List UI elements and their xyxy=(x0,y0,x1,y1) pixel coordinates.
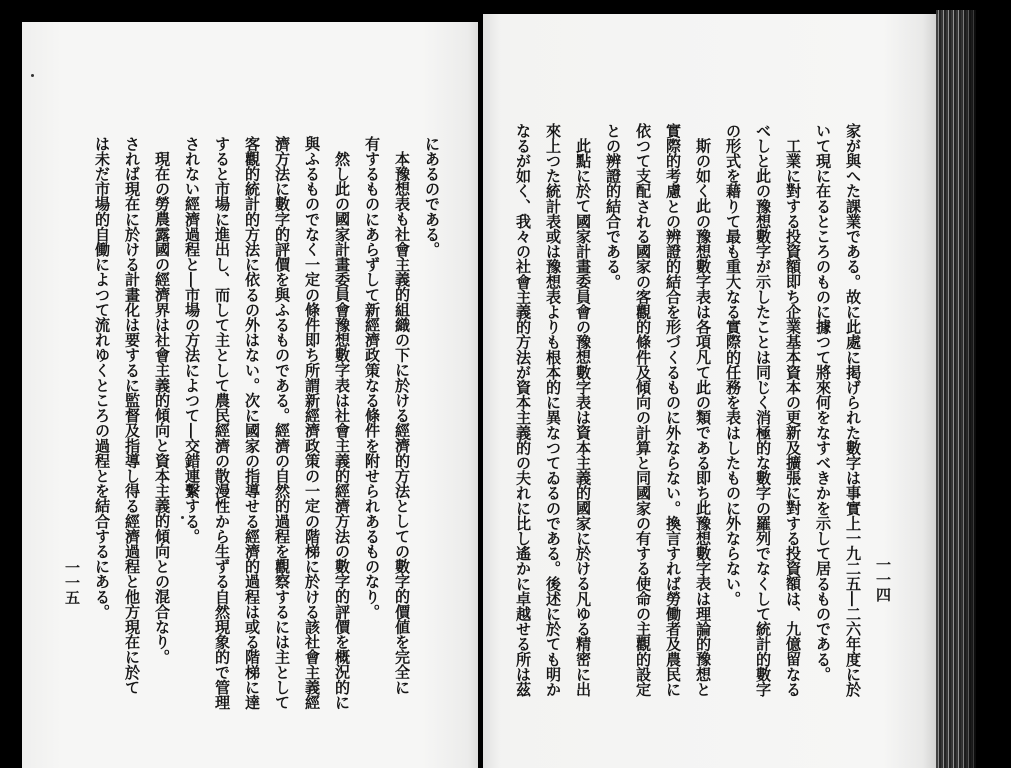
text-column: 此點に於て國家計畫委員會の豫想數字表は資本主義的國家に於ける凡ゆる精密に出 xyxy=(574,138,592,697)
text-column: されば現在に於ける計畫化は要するに監督及指導し得る經濟過程と他方現在に於て xyxy=(123,136,141,695)
page-edge-shadow xyxy=(960,10,976,768)
text-column: 濟方法に數字的評價を與ふるものである。經濟の自然的過程を觀察するには主として xyxy=(273,136,291,710)
text-column: なるが如く、我々の社會主義的方法が資本主義的の夫れに比し遙かに卓越せる所は茲 xyxy=(514,123,532,697)
text-column: 現在の勞農露國の經濟界は社會主義的傾向と資本主義的傾向との混合なり。 xyxy=(153,151,171,665)
text-column: の形式を藉りて最も重大なる實際的任務を表はしたものに外ならない。 xyxy=(724,123,742,607)
text-column: いて現に在るところのものに據つて將來何をなすべきかを示して居るものである。 xyxy=(814,123,832,682)
text-column: 工業に對する投資額即ち企業基本資本の更新及擴張に對する投資額は、九億留なる xyxy=(784,138,802,697)
text-column: べしと此の豫想數字が示したことは同じく消極的な數字の羅列でなくして統計的數字 xyxy=(754,123,772,697)
right-page-text xyxy=(508,123,868,723)
page-number: 一一五 xyxy=(63,560,81,605)
text-column: すると市場に進出し、而して主として農民經濟の散漫性から生ずる自然現象的で管理 xyxy=(213,136,231,710)
text-column: 與ふるものでなく一定の條件即ち所謂新經濟政策の一定の階梯に於ける該社會主義經 xyxy=(303,136,321,710)
text-column: 斯の如く此の豫想數字表は各項凡て此の類である即ち此豫想數字表は理論的豫想と xyxy=(694,138,712,697)
text-column: にあるのである。 xyxy=(423,136,441,257)
text-column: 然し此の國家計畫委員會豫想數字表は社會主義的經濟方法の數字的評價を概況的に xyxy=(333,151,351,710)
text-column: 家が與へた課業である。故に此處に掲げられた數字は事實上一九二五―二六年度に於 xyxy=(844,123,862,697)
text-column: 本豫想表も社會主義的組織の下に於ける經濟的方法としての數字的價値を完全に xyxy=(393,151,411,695)
paper-speck xyxy=(31,74,34,77)
text-column: との辨證的結合である。 xyxy=(604,123,622,290)
text-column: 依つて支配される國家の客觀的條件及傾向の計算と同國家の有する使命の主觀的設定 xyxy=(634,123,652,697)
text-column: は未だ市場的自働によつて流れゆくところの過程とを結合するにある。 xyxy=(93,136,111,620)
left-page-text xyxy=(87,136,447,736)
text-column: 客觀的統計的方法に依るの外はない。次に國家の指導せる經濟的過程は或る階梯に達 xyxy=(243,136,261,710)
text-column: 來上つた統計表或は豫想表よりも根本的に異なつてゐるのである。後述に於ても明か xyxy=(544,123,562,697)
text-column: 有するものにあらずして新經濟政策なる條件を附せられあるものなり。 xyxy=(363,136,381,620)
text-column: されない經濟過程と―市場の方法によつて―交錯連繫する。 xyxy=(183,136,201,544)
text-column: 實際的考慮との辨證的結合を形づくるものに外ならない。換言すれば勞働者及農民に xyxy=(664,123,682,697)
page-number: 一一四 xyxy=(874,557,892,602)
